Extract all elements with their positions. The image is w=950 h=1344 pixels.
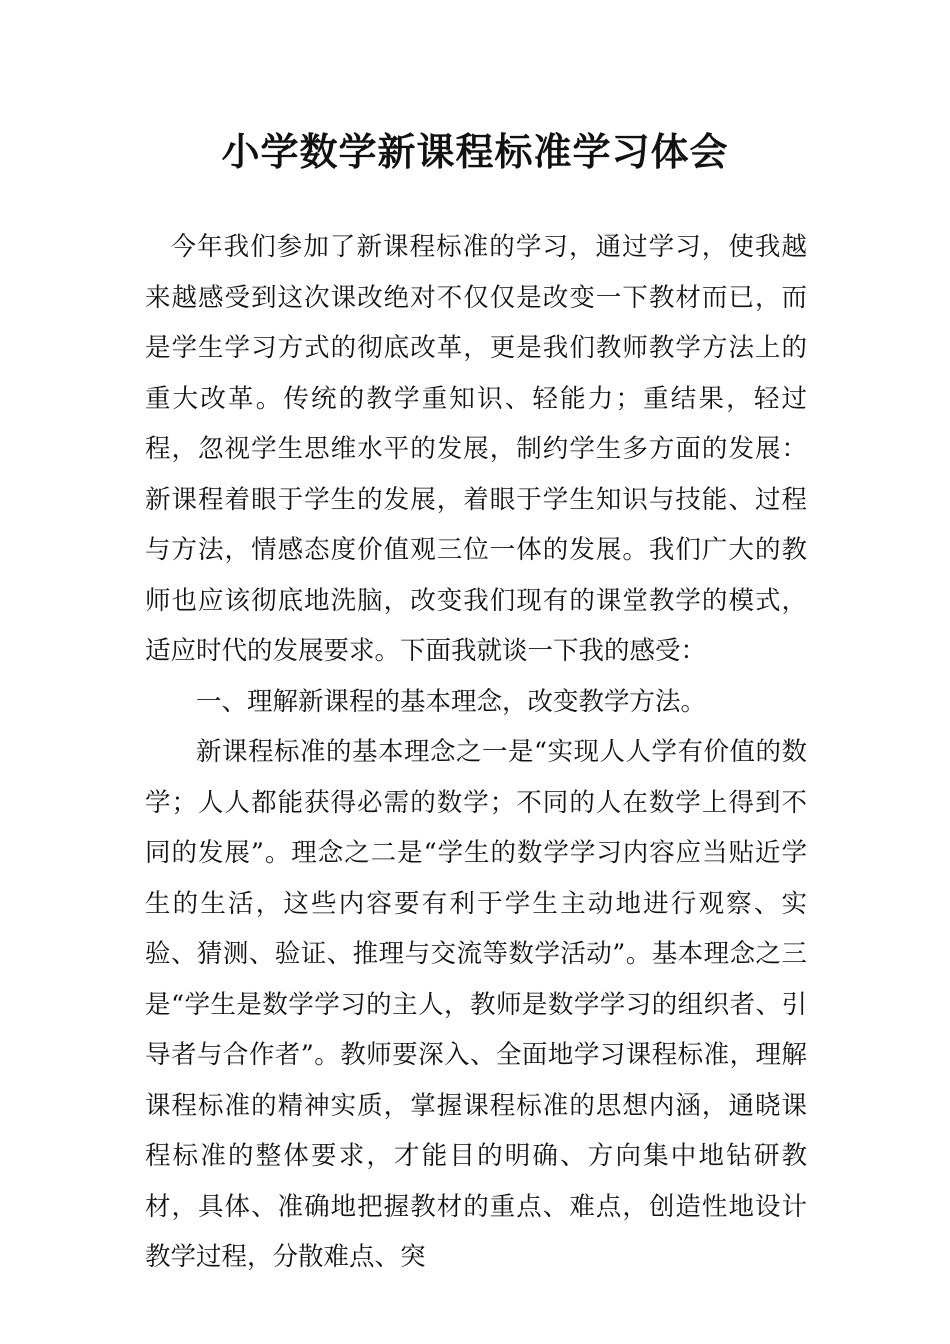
paragraph-intro: 今年我们参加了新课程标准的学习，通过学习，使我越来越感受到这次课改绝对不仅仅是改变一下教材而已，而是学生学习方式的彻底改革，更是我们教师教学方法上的重大改革。传统的教学重知识、轻能力；重结果，轻过程，忽视学生思维水平的发展，制约学生多方面的发展：新课程着眼于学生的发展，着眼于学生知识与技能、过程与方法，情感态度价值观三位一体的发展。我们广大的教师也应该彻底地洗脑，改变我们现有的课堂教学的模式，适应时代的发展要求。下面我就谈一下我的感受： — [145, 232, 807, 666]
document-title: 小学数学新课程标准学习体会 — [221, 130, 729, 174]
paragraph-basic-concepts: 新课程标准的基本理念之一是“实现人人学有价值的数学；人人都能获得必需的数学；不同的人在数学上得到不同的发展”。理念之二是“学生的数学学习内容应当贴近学生的生活，这些内容要有利于学生主动地进行观察、实验、猜测、验证、推理与交流等数学活动”。基本理念之三是“学生是数学学习的主人，教师是数学学习的组织者、引导者与合作者”。教师要深入、全面地学习课程标准，理解课程标准的精神实质，掌握课程标准的思想内涵，通晓课程标准的整体要求，才能目的明确、方向集中地钻研教材，具体、准确地把握教材的重点、难点，创造性地设计教学过程，分散难点、突 — [145, 737, 807, 1272]
paragraph-section-heading: 一、理解新课程的基本理念，改变教学方法。 — [196, 686, 707, 717]
document-body — [145, 222, 807, 1283]
